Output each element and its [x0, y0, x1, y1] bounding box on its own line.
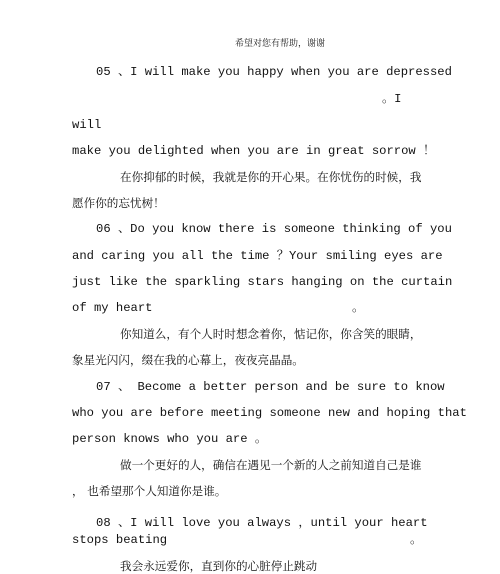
text-line-05a: 05 、I will make you happy when you are depressed [96, 65, 452, 79]
text-line-07a: 07 、 Become a better person and be sure to know [96, 380, 445, 394]
cn-line-06a: 你知道么，有个人时时想念着你，惦记你，你含笑的眼睛， [120, 327, 422, 341]
text-line-06d: of my heart [72, 301, 153, 315]
text-line-08c: 。 [410, 533, 423, 547]
text-line-06e: 。 [352, 301, 365, 315]
text-line-08b: stops beating [72, 533, 168, 547]
cn-line-06b: 象星光闪闪，缀在我的心幕上，夜夜亮晶晶。 [72, 353, 304, 367]
text-line-06a: 06 、Do you know there is someone thinking of you [96, 222, 452, 236]
text-line-08a: 08 、I will love you always ，until your heart [96, 516, 428, 530]
cn-line-07b: ， 也希望那个人知道你是谁。 [72, 484, 227, 498]
text-line-05d: make you delighted when you are in great sorrow ！ [72, 144, 436, 158]
text-line-07c: person knows who you are 。 [72, 432, 268, 446]
page-header: 希望对您有帮助，谢谢 [234, 39, 325, 49]
text-line-05c: will [72, 118, 102, 132]
text-line-07b: who you are before meeting someone new and hoping that [72, 406, 467, 420]
cn-line-05b: 愿作你的忘忧树！ [72, 196, 165, 210]
cn-line-05a: 在你抑郁的时候，我就是你的开心果。在你忧伤的时候，我 [120, 170, 422, 184]
text-line-06b: and caring you all the time ？Your smiling eyes are [72, 249, 443, 263]
text-line-06c: just like the sparkling stars hanging on the curtain [72, 275, 453, 289]
text-line-05b: 。I [382, 92, 402, 106]
cn-line-07a: 做一个更好的人，确信在遇见一个新的人之前知道自己是谁 [120, 458, 422, 472]
cn-line-08a: 我会永远爱你，直到你的心脏停止跳动 [120, 559, 318, 573]
